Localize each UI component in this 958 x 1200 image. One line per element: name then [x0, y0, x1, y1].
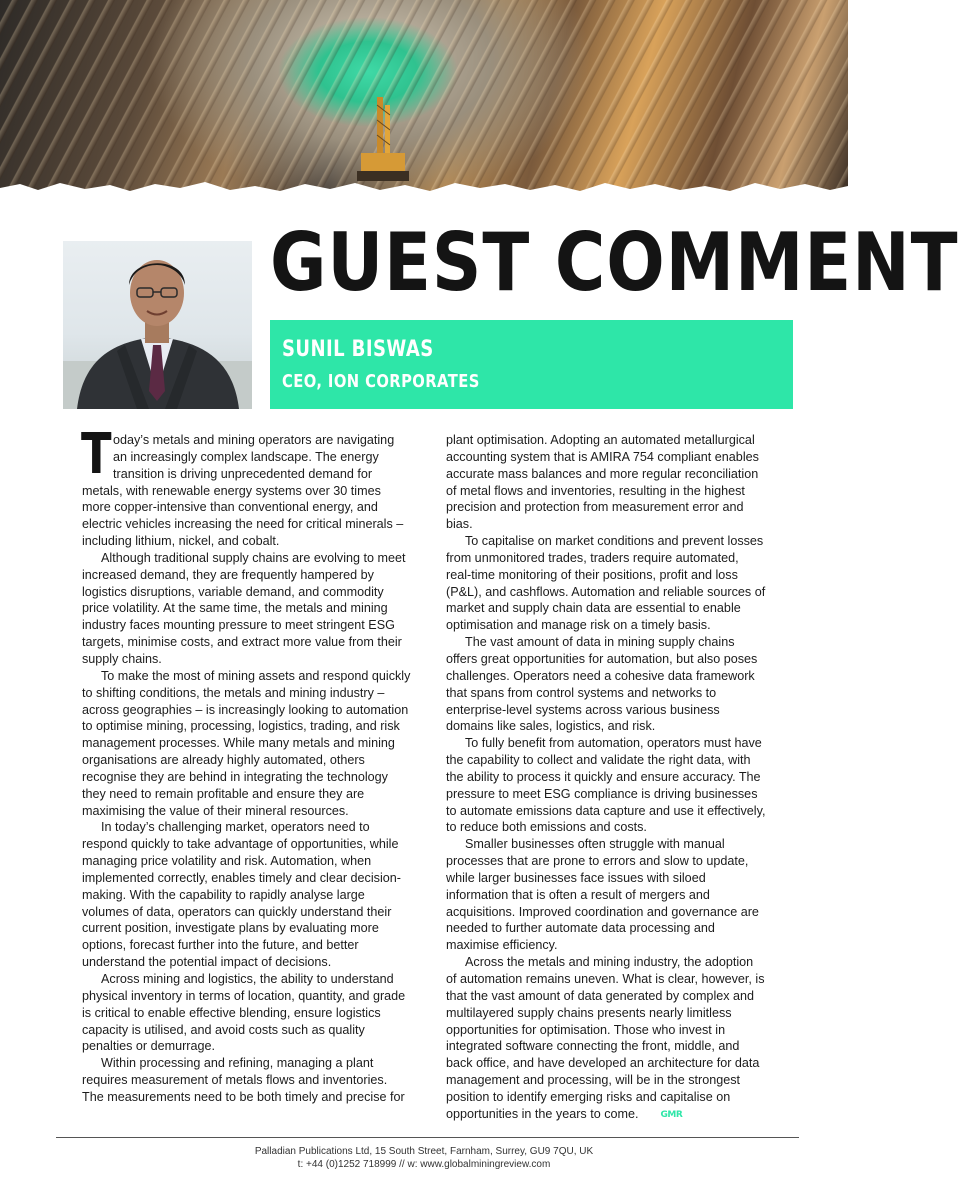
article-left-column — [81, 422, 411, 1106]
paragraph: To make the most of mining assets and respond quickly to shifting conditions, the metals and mining industry – across geographies – is increasingly looking to automation to optimise mining, processing, logistics, trading, and risk management processes. While many metals and mining organisations are already highly automated, others recognise they are behind in integrating the technology they need to remain profitable and ensure they are maximising the value of their mineral resources. — [82, 668, 411, 818]
paragraph: The vast amount of data in mining supply chains offers great opportunities for automation, but also poses challenges. Operators need a cohesive data framework that spans from control systems and networks to enterprise-level systems across various business domains like sales, logistics, and risk. — [446, 635, 758, 734]
paragraph — [446, 954, 766, 1123]
paragraph: In today’s challenging market, operators need to respond quickly to take advantage of opportunities, while managing price volatility and risk. Automation, when implemented correctly, enables timely and clear decision-making. With the capability to rapidly analyse large volumes of data, operators can quickly understand their current position, investigate plans by evaluating more options, forecast further into the future, and better understand the potential impact of decisions. — [82, 820, 401, 970]
paragraph: Across mining and logistics, the ability to understand physical inventory in terms of location, quantity, and grade is critical to enable effective blending, ensure logistics capacity is utilised, and avoid costs such as quality penalties or demurrage. — [82, 972, 406, 1054]
author-box — [270, 320, 793, 409]
portrait-illustration — [63, 241, 252, 409]
author-role: CEO, ION CORPORATES — [282, 371, 480, 392]
drop-cap: T — [81, 422, 112, 487]
paragraph-text: oday’s metals and mining operators are navigating an increasingly complex landscape. The energy transition is driving unprecedented demand for metals, with renewable energy systems over 30 times more copper-intensive than conventional energy, and electric vehicles increasing the need for critical minerals – including lithium, nickel, and cobalt. — [82, 433, 404, 549]
paragraph: To fully benefit from automation, operators must have the capability to collect and validate the right data, with the ability to process it quickly and ensure accuracy. The pressure to meet ESG compliance is driving businesses to automate emissions data capture and use it effectively, to reduce both emissions and costs. — [446, 736, 766, 835]
footer-address: Palladian Publications Ltd, 15 South Street, Farnham, Surrey, GU9 7QU, UK — [254, 1146, 594, 1157]
end-mark-logo: GMR — [660, 1109, 683, 1120]
page-title: GUEST COMMENT — [270, 216, 958, 309]
paragraph: Within processing and refining, managing a plant requires measurement of metals flows and inventories. The measurements need to be both timely and precise for — [82, 1056, 405, 1104]
paragraph: Smaller businesses often struggle with manual processes that are prone to errors and slow to update, while larger businesses face issues with siloed information that is often a result of mergers and acquisitions. Improved coordination and governance are needed to further automate data processing and maximise efficiency. — [446, 837, 759, 953]
footer-contact: t: +44 (0)1252 718999 // w: www.globalminingreview.com — [297, 1159, 551, 1170]
article-right-column — [446, 432, 766, 1124]
excavator-illustration — [355, 95, 411, 185]
author-portrait — [63, 241, 252, 409]
author-name: SUNIL BISWAS — [282, 337, 434, 362]
torn-edge — [0, 178, 848, 202]
paragraph-text: Across the metals and mining industry, the adoption of automation remains uneven. What is clear, however, is that the vast amount of data generated by complex and multilayered supply chains presents nearly limitless opportunities for optimisation. Those who invest in integrated software connecting the front, middle, and back office, and have developed an architecture for data management and processing, will be in the strongest position to identify emerging risks and capitalise on opportunities in the years to come. — [446, 955, 765, 1121]
terrace-stripes — [0, 0, 848, 192]
paragraph: plant optimisation. Adopting an automated metallurgical accounting system that is AMIRA 754 compliant enables accurate mass balances and more regular reconciliation of metal flows and inventories, resulting in the highest precision and protection from measurement error and bias. — [446, 433, 759, 532]
footer-divider — [56, 1137, 799, 1138]
paragraph: Although traditional supply chains are evolving to meet increased demand, they are frequently hampered by logistics disruptions, variable demand, and commodity price volatility. At the same time, the metals and mining industry faces mounting pressure to meet stringent ESG targets, minimise costs, and extract more value from their supply chains. — [82, 550, 406, 666]
paragraph — [81, 422, 411, 550]
paragraph: To capitalise on market conditions and prevent losses from unmonitored trades, traders require automated, real-time monitoring of their positions, profit and loss (P&L), and cashflows. Automation and reliable sources of market and supply chain data are essential to enable optimisation and manage risk on a timely basis. — [446, 534, 766, 633]
hero-mine-photo — [0, 0, 848, 192]
